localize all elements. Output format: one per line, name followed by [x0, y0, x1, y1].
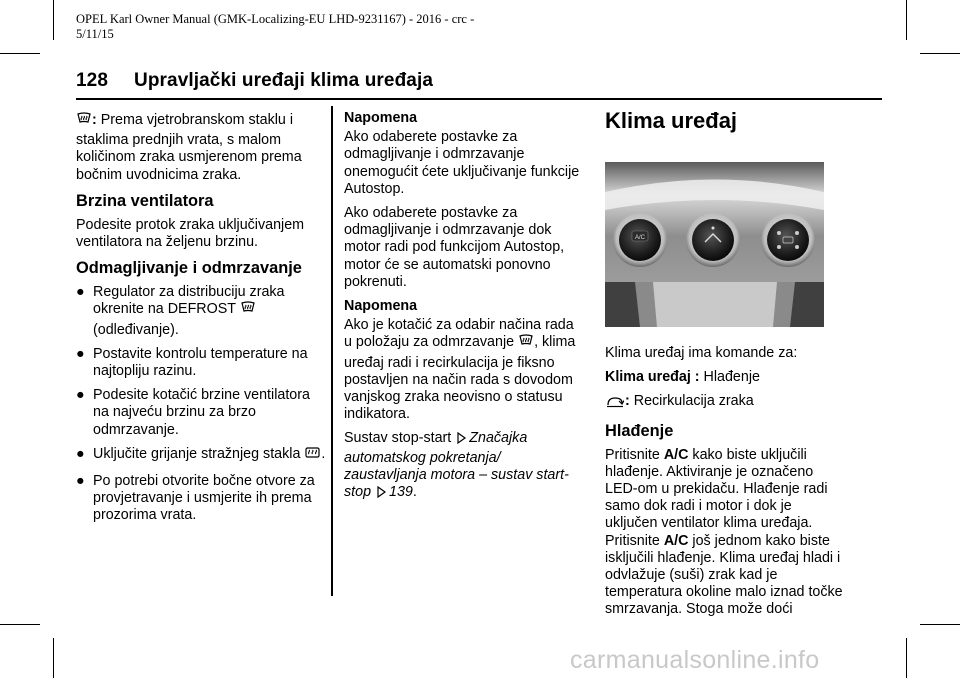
cooling-text-b: kako biste uključili hlađenje. Aktiviranje je označeno LED-om u prekidaču. Hlađenje radi samo dok radi i motor i dok je uključen ventilator klima uređaja. Pritisnite [605, 446, 828, 549]
stop-start-link[interactable]: Značajka automatskog pokretanja/ zaustavljanja motora – sustav start-stop [344, 430, 569, 501]
note-text-b: , klima uređaj radi i recirkulacija je fiksno postavljen na način rada s dovodom vanjskog zraka neovisno o statusu indikatora. [344, 334, 576, 423]
climate-control-photo [605, 162, 824, 327]
crop-mark [906, 638, 907, 678]
stop-start-end: . [412, 484, 417, 501]
page-number: 128 [76, 70, 109, 91]
rear-window-defrost-icon [305, 446, 320, 466]
crop-mark [920, 53, 960, 54]
column-middle [344, 110, 584, 510]
heading-cooling: Hlađenje [605, 421, 674, 440]
note-title: Napomena [344, 110, 418, 126]
note-text [344, 317, 584, 423]
step-text: Uključite grijanje stražnjeg stakla [93, 445, 301, 462]
intro-label: : [92, 112, 97, 128]
step-tail: (odleđivanje). [93, 321, 179, 338]
chapter-title: Upravljački uređaji klima uređaja [134, 70, 433, 91]
recirc-label: : [625, 393, 630, 410]
cooling-text [605, 447, 845, 619]
intro-text: Prema vjetrobranskom staklu i staklima prednjih vrata, s malom količinom zraka usmjerenom prema bočnim uvodnicima zraka. [76, 112, 302, 183]
crop-mark [0, 624, 40, 625]
bullet: ● [76, 345, 85, 362]
note-text: Ako odaberete postavke za odmagljivanje i odmrzavanje dok motor radi pod funkcijom Autostop, motor će se automatski ponovno pokrenuti. [344, 205, 565, 290]
step-tail: . [321, 445, 326, 462]
defrost-intro [76, 112, 326, 184]
list-item [76, 387, 326, 439]
crop-mark [906, 0, 907, 40]
list-item [76, 346, 326, 380]
windshield-defrost-icon [77, 112, 91, 132]
fan-speed-text: Podesite protok zraka uključivanjem ventilatora na željenu brzinu. [76, 216, 305, 251]
step-text: Po potrebi otvorite bočne otvore za provjetravanje i usmjerite ih prema prozorima vrata. [93, 473, 315, 524]
section-title: Klima uređaj [605, 108, 738, 133]
recirculation-icon [606, 396, 624, 413]
crop-mark [0, 53, 40, 54]
ac-button-label: A/C [663, 532, 689, 549]
header-rule [76, 98, 882, 100]
ac-label: Klima uređaj : [605, 369, 700, 386]
windshield-defrost-icon [241, 301, 255, 321]
intro-text: Klima uređaj ima komande za: [605, 345, 798, 361]
crop-mark [53, 0, 54, 40]
windshield-defrost-icon [519, 334, 533, 354]
stop-start-page[interactable]: 139 [389, 484, 413, 501]
bullet: ● [76, 473, 85, 490]
step-text: Postavite kontrolu temperature na najtopliju razinu. [93, 345, 308, 380]
document-meta [76, 12, 536, 42]
heading-fan-speed: Brzina ventilatora [76, 191, 214, 210]
ac-definition [605, 369, 845, 386]
list-item [76, 446, 326, 466]
cross-reference-icon [377, 486, 387, 503]
step-text: Regulator za distribuciju zraka okrenite na DEFROST [93, 284, 285, 318]
column-right [605, 345, 845, 626]
column-divider [331, 106, 333, 596]
bullet: ● [76, 284, 85, 301]
heading-defog: Odmagljivanje i odmrzavanje [76, 259, 302, 278]
note-text-a: Ako je kotačić za odabir načina rada u položaju za odmrzavanje [344, 317, 574, 351]
cross-reference-icon [457, 432, 467, 449]
watermark: carmanualsonline.info [570, 646, 820, 674]
recirc-value: Recirkulacija zraka [633, 393, 754, 410]
recirc-definition [605, 393, 845, 413]
stop-start-label: Sustav stop-start [344, 430, 452, 447]
bullet: ● [76, 445, 85, 462]
chapter-header [76, 70, 433, 92]
bullet: ● [76, 387, 85, 404]
crop-mark [53, 638, 54, 678]
cooling-text-a: Pritisnite [605, 446, 660, 463]
ac-value: Hlađenje [703, 369, 760, 386]
defog-steps [76, 284, 326, 524]
crop-mark [920, 624, 960, 625]
note-title: Napomena [344, 298, 418, 315]
meta-line-2: 5/11/15 [76, 27, 114, 41]
cooling-text-c: još jednom kako biste isključili hlađenje. Klima uređaj hladi i odvlažuje (suši) zrak kad je temperatura okoline malo iznad točke smrzavanja. Stoga može doći [605, 532, 843, 618]
step-text: Podesite kotačić brzine ventilatora na najveću brzinu za brzo odmrzavanje. [93, 387, 310, 438]
ac-knob-label: A/C [634, 235, 646, 241]
stop-start-reference [344, 430, 584, 503]
meta-line-1: OPEL Karl Owner Manual (GMK-Localizing-EU LHD-9231167) - 2016 - crc - [76, 12, 475, 26]
list-item [76, 473, 326, 525]
list-item [76, 284, 326, 339]
note-text: Ako odaberete postavke za odmagljivanje i odmrzavanje onemogućit ćete uključivanje funkcije Autostop. [344, 129, 580, 197]
ac-button-label: A/C [663, 446, 689, 463]
column-left [76, 112, 326, 532]
